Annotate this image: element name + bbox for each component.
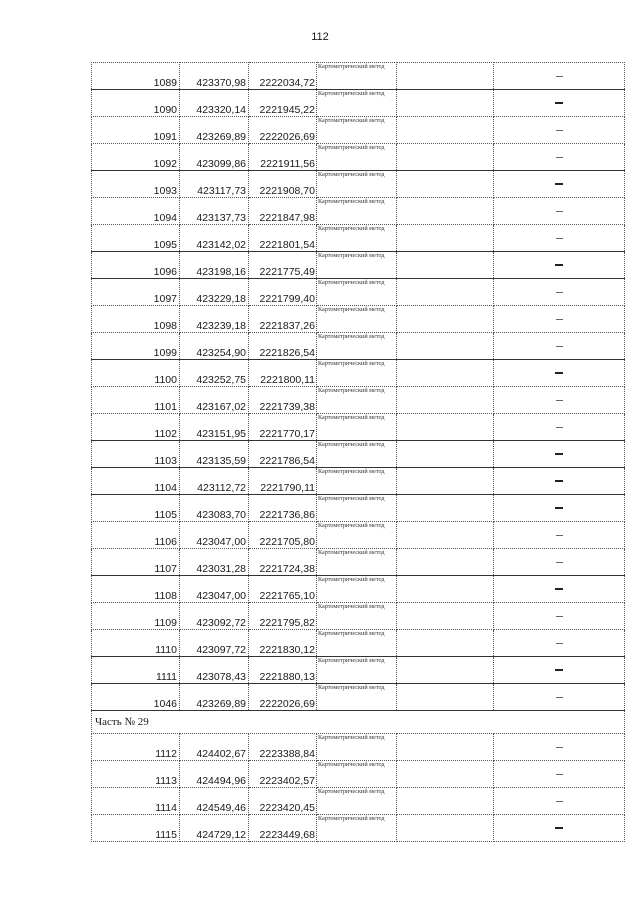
dash-mark	[555, 507, 563, 509]
dash-mark	[556, 346, 563, 347]
empty-cell	[397, 225, 494, 252]
coordinate-y-cell: 2221739,38	[249, 387, 317, 414]
coordinate-y-cell: 2222026,69	[249, 117, 317, 144]
point-number-cell: 1094	[92, 198, 180, 225]
table-row	[92, 603, 625, 630]
dash-mark	[555, 183, 563, 185]
dash-mark	[556, 616, 563, 617]
table-row	[92, 495, 625, 522]
coordinate-x-cell: 423269,89	[180, 684, 249, 711]
method-cell: Картометрический метод	[317, 815, 397, 842]
empty-cell	[397, 279, 494, 306]
empty-cell	[397, 761, 494, 788]
table-row	[92, 468, 625, 495]
table-row	[92, 576, 625, 603]
dash-mark	[556, 130, 563, 131]
empty-cell	[397, 198, 494, 225]
coordinate-y-cell: 2221799,40	[249, 279, 317, 306]
accuracy-cell	[494, 576, 625, 603]
method-cell: Картометрический метод	[317, 468, 397, 495]
coordinate-y-cell: 2221837,26	[249, 306, 317, 333]
empty-cell	[397, 657, 494, 684]
empty-cell	[397, 815, 494, 842]
empty-cell	[397, 522, 494, 549]
accuracy-cell	[494, 788, 625, 815]
section-rows-body	[92, 734, 625, 842]
dash-mark	[556, 427, 563, 428]
point-number-cell: 1046	[92, 684, 180, 711]
empty-cell	[397, 252, 494, 279]
dash-mark	[556, 400, 563, 401]
coordinate-x-cell: 423047,00	[180, 576, 249, 603]
dash-mark	[556, 697, 563, 698]
method-cell: Картометрический метод	[317, 495, 397, 522]
coordinate-y-cell: 2221786,54	[249, 441, 317, 468]
method-cell: Картометрический метод	[317, 549, 397, 576]
accuracy-cell	[494, 117, 625, 144]
accuracy-cell	[494, 761, 625, 788]
empty-cell	[397, 788, 494, 815]
table-row	[92, 225, 625, 252]
method-cell: Картометрический метод	[317, 684, 397, 711]
section-header-row	[92, 711, 625, 734]
dash-mark	[556, 319, 563, 320]
point-number-cell: 1101	[92, 387, 180, 414]
dash-mark	[555, 453, 563, 455]
coordinate-x-cell: 423269,89	[180, 117, 249, 144]
coordinate-x-cell: 423137,73	[180, 198, 249, 225]
table-row	[92, 734, 625, 761]
point-number-cell: 1106	[92, 522, 180, 549]
method-cell: Картометрический метод	[317, 171, 397, 198]
empty-cell	[397, 360, 494, 387]
dash-mark	[556, 211, 563, 212]
coordinate-x-cell: 423099,86	[180, 144, 249, 171]
coordinate-x-cell: 423252,75	[180, 360, 249, 387]
empty-cell	[397, 495, 494, 522]
point-number-cell: 1111	[92, 657, 180, 684]
section-header-body	[92, 711, 625, 734]
coordinates-table-body	[92, 63, 625, 711]
coordinate-y-cell: 2221795,82	[249, 603, 317, 630]
coordinate-x-cell: 423112,72	[180, 468, 249, 495]
method-cell: Картометрический метод	[317, 522, 397, 549]
empty-cell	[397, 441, 494, 468]
coordinate-y-cell: 2221911,56	[249, 144, 317, 171]
dash-mark	[556, 157, 563, 158]
coordinate-y-cell: 2221847,98	[249, 198, 317, 225]
coordinate-x-cell: 423031,28	[180, 549, 249, 576]
coordinate-y-cell: 2221724,38	[249, 549, 317, 576]
empty-cell	[397, 333, 494, 360]
table-row	[92, 630, 625, 657]
point-number-cell: 1114	[92, 788, 180, 815]
coordinate-x-cell: 423078,43	[180, 657, 249, 684]
coordinate-x-cell: 423151,95	[180, 414, 249, 441]
accuracy-cell	[494, 441, 625, 468]
coordinate-y-cell: 2221705,80	[249, 522, 317, 549]
point-number-cell: 1108	[92, 576, 180, 603]
coordinate-x-cell: 423370,98	[180, 63, 249, 90]
accuracy-cell	[494, 279, 625, 306]
point-number-cell: 1097	[92, 279, 180, 306]
dash-mark	[555, 588, 563, 590]
accuracy-cell	[494, 522, 625, 549]
coordinate-x-cell: 423047,00	[180, 522, 249, 549]
accuracy-cell	[494, 63, 625, 90]
coordinate-y-cell: 2223449,68	[249, 815, 317, 842]
accuracy-cell	[494, 333, 625, 360]
dash-mark	[556, 535, 563, 536]
table-row	[92, 90, 625, 117]
coordinate-x-cell: 423097,72	[180, 630, 249, 657]
coordinate-y-cell: 2223420,45	[249, 788, 317, 815]
table-row	[92, 414, 625, 441]
table-row	[92, 252, 625, 279]
table-row	[92, 815, 625, 842]
table-row	[92, 279, 625, 306]
accuracy-cell	[494, 144, 625, 171]
dash-mark	[556, 747, 563, 748]
method-cell: Картометрический метод	[317, 252, 397, 279]
dash-mark	[556, 643, 563, 644]
table-row	[92, 63, 625, 90]
method-cell: Картометрический метод	[317, 576, 397, 603]
empty-cell	[397, 414, 494, 441]
point-number-cell: 1105	[92, 495, 180, 522]
coordinate-x-cell: 423254,90	[180, 333, 249, 360]
dash-mark	[555, 264, 563, 266]
point-number-cell: 1104	[92, 468, 180, 495]
point-number-cell: 1095	[92, 225, 180, 252]
table-row	[92, 117, 625, 144]
coordinate-x-cell: 424402,67	[180, 734, 249, 761]
point-number-cell: 1092	[92, 144, 180, 171]
empty-cell	[397, 117, 494, 144]
method-cell: Картометрический метод	[317, 657, 397, 684]
table-row	[92, 657, 625, 684]
point-number-cell: 1102	[92, 414, 180, 441]
table-row	[92, 144, 625, 171]
point-number-cell: 1113	[92, 761, 180, 788]
dash-mark	[555, 372, 563, 374]
coordinate-x-cell: 424549,46	[180, 788, 249, 815]
accuracy-cell	[494, 414, 625, 441]
coordinate-x-cell: 423320,14	[180, 90, 249, 117]
method-cell: Картометрический метод	[317, 90, 397, 117]
table-row	[92, 360, 625, 387]
point-number-cell: 1091	[92, 117, 180, 144]
table-row	[92, 171, 625, 198]
point-number-cell: 1110	[92, 630, 180, 657]
empty-cell	[397, 576, 494, 603]
coordinate-x-cell: 423142,02	[180, 225, 249, 252]
coordinate-x-cell: 423198,16	[180, 252, 249, 279]
table-row	[92, 441, 625, 468]
coordinate-y-cell: 2221826,54	[249, 333, 317, 360]
empty-cell	[397, 144, 494, 171]
coordinate-y-cell: 2221880,13	[249, 657, 317, 684]
method-cell: Картометрический метод	[317, 306, 397, 333]
coordinate-x-cell: 423092,72	[180, 603, 249, 630]
accuracy-cell	[494, 549, 625, 576]
empty-cell	[397, 306, 494, 333]
accuracy-cell	[494, 734, 625, 761]
method-cell: Картометрический метод	[317, 414, 397, 441]
coordinate-y-cell: 2221770,17	[249, 414, 317, 441]
coordinate-y-cell: 2221801,54	[249, 225, 317, 252]
accuracy-cell	[494, 684, 625, 711]
accuracy-cell	[494, 306, 625, 333]
dash-mark	[556, 801, 563, 802]
method-cell: Картометрический метод	[317, 603, 397, 630]
dash-mark	[556, 238, 563, 239]
accuracy-cell	[494, 603, 625, 630]
coordinate-y-cell: 2221790,11	[249, 468, 317, 495]
dash-mark	[556, 562, 563, 563]
dash-mark	[555, 102, 563, 104]
dash-mark	[556, 76, 563, 77]
table-row	[92, 684, 625, 711]
accuracy-cell	[494, 360, 625, 387]
coordinate-x-cell: 424729,12	[180, 815, 249, 842]
coordinates-table	[91, 62, 625, 842]
coordinate-x-cell: 423239,18	[180, 306, 249, 333]
accuracy-cell	[494, 495, 625, 522]
page-number: 112	[311, 31, 329, 43]
accuracy-cell	[494, 815, 625, 842]
empty-cell	[397, 734, 494, 761]
coordinate-x-cell: 424494,96	[180, 761, 249, 788]
table-row	[92, 306, 625, 333]
method-cell: Картометрический метод	[317, 761, 397, 788]
method-cell: Картометрический метод	[317, 144, 397, 171]
point-number-cell: 1100	[92, 360, 180, 387]
table-row	[92, 333, 625, 360]
point-number-cell: 1090	[92, 90, 180, 117]
table-row	[92, 549, 625, 576]
table-row	[92, 761, 625, 788]
coordinate-y-cell: 2221775,49	[249, 252, 317, 279]
accuracy-cell	[494, 225, 625, 252]
empty-cell	[397, 630, 494, 657]
accuracy-cell	[494, 198, 625, 225]
coordinate-y-cell: 2221945,22	[249, 90, 317, 117]
method-cell: Картометрический метод	[317, 734, 397, 761]
coordinate-x-cell: 423229,18	[180, 279, 249, 306]
method-cell: Картометрический метод	[317, 279, 397, 306]
accuracy-cell	[494, 630, 625, 657]
method-cell: Картометрический метод	[317, 117, 397, 144]
accuracy-cell	[494, 468, 625, 495]
accuracy-cell	[494, 387, 625, 414]
empty-cell	[397, 171, 494, 198]
accuracy-cell	[494, 90, 625, 117]
coordinate-y-cell: 2223388,84	[249, 734, 317, 761]
accuracy-cell	[494, 171, 625, 198]
empty-cell	[397, 684, 494, 711]
method-cell: Картометрический метод	[317, 225, 397, 252]
method-cell: Картометрический метод	[317, 441, 397, 468]
coordinate-x-cell: 423167,02	[180, 387, 249, 414]
method-cell: Картометрический метод	[317, 198, 397, 225]
empty-cell	[397, 549, 494, 576]
coordinate-y-cell: 2221830,12	[249, 630, 317, 657]
point-number-cell: 1093	[92, 171, 180, 198]
section-title: Часть № 29	[92, 711, 625, 734]
method-cell: Картометрический метод	[317, 387, 397, 414]
coordinate-y-cell: 2221800,11	[249, 360, 317, 387]
empty-cell	[397, 468, 494, 495]
coordinate-x-cell: 423117,73	[180, 171, 249, 198]
coordinate-y-cell: 2221736,86	[249, 495, 317, 522]
coordinate-y-cell: 2221765,10	[249, 576, 317, 603]
method-cell: Картометрический метод	[317, 333, 397, 360]
point-number-cell: 1115	[92, 815, 180, 842]
dash-mark	[555, 827, 563, 829]
table-row	[92, 788, 625, 815]
empty-cell	[397, 63, 494, 90]
method-cell: Картометрический метод	[317, 63, 397, 90]
coordinate-y-cell: 2221908,70	[249, 171, 317, 198]
coordinate-y-cell: 2222034,72	[249, 63, 317, 90]
table-row	[92, 522, 625, 549]
point-number-cell: 1107	[92, 549, 180, 576]
empty-cell	[397, 603, 494, 630]
point-number-cell: 1103	[92, 441, 180, 468]
coordinate-y-cell: 2222026,69	[249, 684, 317, 711]
dash-mark	[556, 292, 563, 293]
table-row	[92, 198, 625, 225]
dash-mark	[555, 669, 563, 671]
accuracy-cell	[494, 252, 625, 279]
coordinate-x-cell: 423135,59	[180, 441, 249, 468]
method-cell: Картометрический метод	[317, 788, 397, 815]
point-number-cell: 1096	[92, 252, 180, 279]
point-number-cell: 1112	[92, 734, 180, 761]
method-cell: Картометрический метод	[317, 360, 397, 387]
empty-cell	[397, 90, 494, 117]
method-cell: Картометрический метод	[317, 630, 397, 657]
point-number-cell: 1089	[92, 63, 180, 90]
point-number-cell: 1099	[92, 333, 180, 360]
empty-cell	[397, 387, 494, 414]
coordinate-y-cell: 2223402,57	[249, 761, 317, 788]
coordinate-x-cell: 423083,70	[180, 495, 249, 522]
point-number-cell: 1109	[92, 603, 180, 630]
table-row	[92, 387, 625, 414]
point-number-cell: 1098	[92, 306, 180, 333]
dash-mark	[556, 774, 563, 775]
accuracy-cell	[494, 657, 625, 684]
dash-mark	[555, 480, 563, 482]
